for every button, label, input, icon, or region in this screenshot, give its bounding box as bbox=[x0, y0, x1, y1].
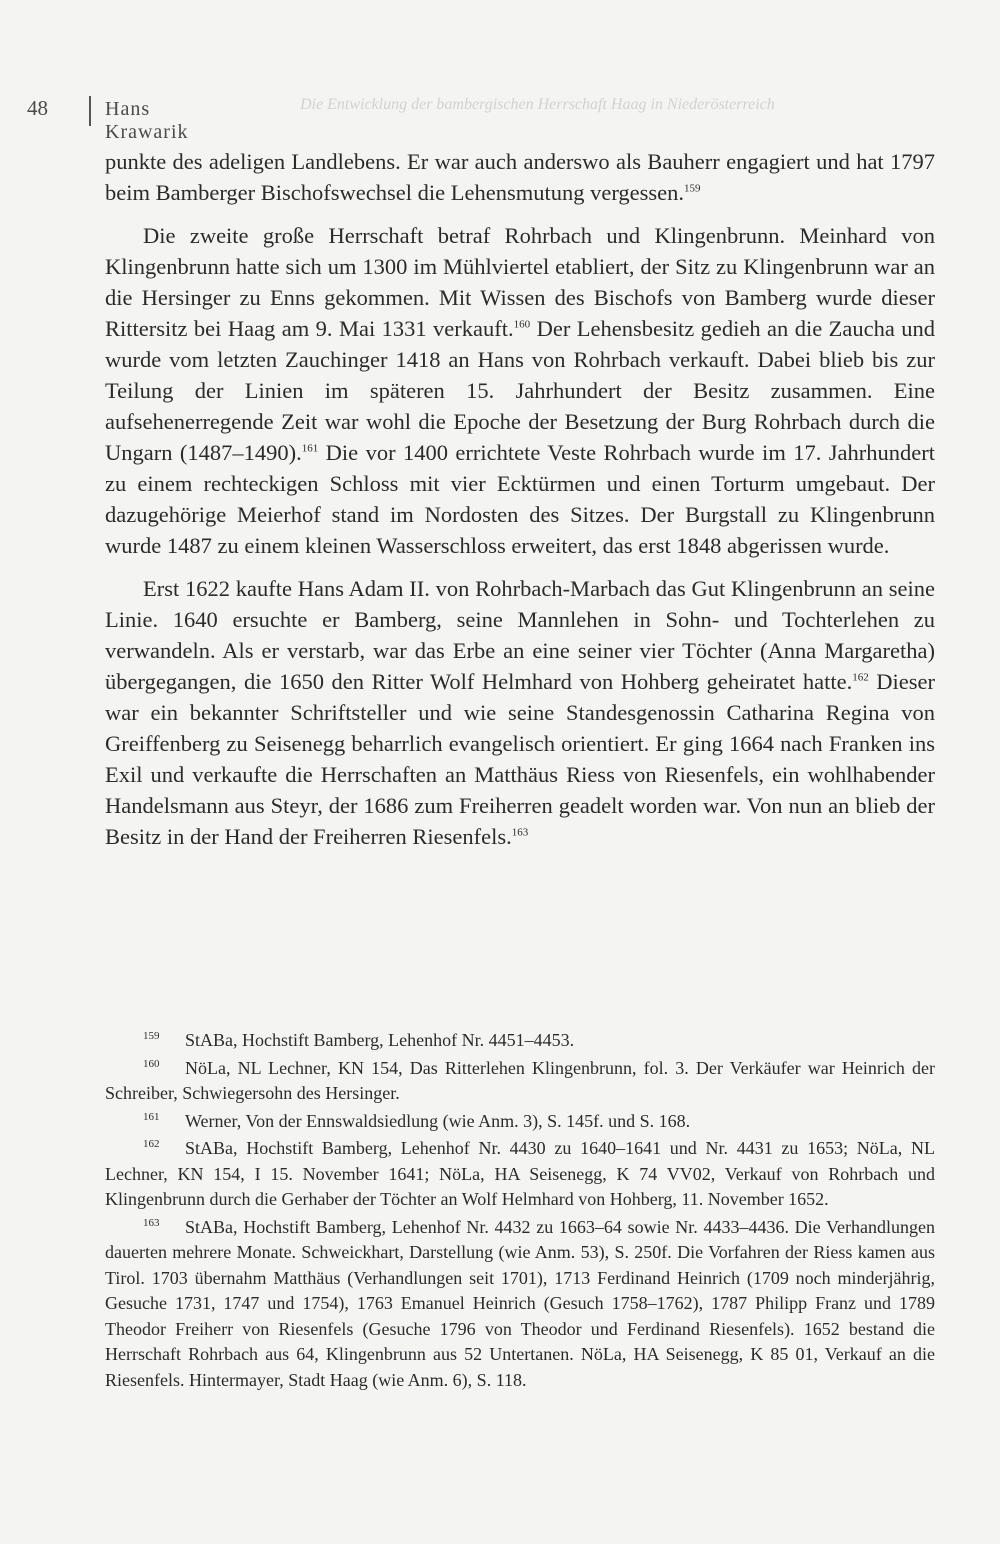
main-text bbox=[105, 146, 935, 864]
paragraph-text: Der Lehensbesitz gedieh an die Zaucha und wurde vom letzten Zauchinger 1418 an Hans von Rohrbach verkauft. Dabei blieb bis zur Teilung der Linien im späteren 15. Jahrhundert der Besitz zusammen. Eine aufsehenerregende Zeit war wohl die Epoche der Besetzung der Burg Rohrbach durch die Ungarn (1487–1490). bbox=[105, 316, 935, 465]
footnote-text: StABa, Hochstift Bamberg, Lehenhof Nr. 4430 zu 1640–1641 und Nr. 4431 zu 1653; NöLa, NL Lechner, KN 154, I 15. November 1641; NöLa, HA Seisenegg, K 74 VV02, Verkauf von Rohrbach und Klingenbrunn durch die Gerhaber der Töchter an Wolf Helmhard von Hohberg, 11. November 1652. bbox=[105, 1138, 935, 1209]
paragraph bbox=[105, 220, 935, 561]
footnote-ref[interactable]: 161 bbox=[301, 442, 319, 455]
header-divider bbox=[89, 96, 91, 126]
footnote-ref[interactable]: 160 bbox=[513, 318, 531, 331]
footnote-text: StABa, Hochstift Bamberg, Lehenhof Nr. 4432 zu 1663–64 sowie Nr. 4433–4436. Die Verhandlungen dauerten mehrere Monate. Schweickhart, Darstellung (wie Anm. 53), S. 250f. Die Vorfahren der Riess kamen aus Tirol. 1703 übernahm Matthäus (Verhandlungen seit 1701), 1713 Ferdinand Heinrich (1709 noch minderjährig, Gesuche 1731, 1747 und 1754), 1763 Emanuel Heinrich (Gesuch 1758–1762), 1787 Philipp Franz und 1789 Theodor Freiherr von Riesenfels (Gesuche 1796 von Theodor und Ferdinand Riesenfels). 1652 bestand die Herrschaft Rohrbach aus 64, Klingenbrunn aus 52 Untertanen. NöLa, HA Seisenegg, K 85 01, Verkauf an die Riesenfels. Hintermayer, Stadt Haag (wie Anm. 6), S. 118. bbox=[105, 1216, 935, 1390]
author-name: Hans Krawarik bbox=[105, 98, 189, 143]
paragraph-text: Erst 1622 kaufte Hans Adam II. von Rohrbach-Marbach das Gut Klingenbrunn an seine Linie. 1640 ersuchte er Bamberg, seine Mannlehen in Sohn- und Tochterlehen zu verwandeln. Als er verstarb, war das Erbe an eine seiner vier Töchter (Anna Margaretha) übergegangen, die 1650 den Ritter Wolf Helmhard von Hohberg geheiratet hatte. bbox=[105, 576, 935, 694]
footnotes bbox=[105, 1028, 935, 1395]
footnote-text: StABa, Hochstift Bamberg, Lehenhof Nr. 4451–4453. bbox=[185, 1030, 575, 1050]
footnote-text: NöLa, NL Lechner, KN 154, Das Ritterlehen Klingenbrunn, fol. 3. Der Verkäufer war Heinrich der Schreiber, Schwiegersohn des Hersinger. bbox=[105, 1057, 935, 1103]
footnote-ref[interactable]: 162 bbox=[852, 671, 869, 684]
paragraph bbox=[105, 573, 935, 852]
footnote: 160 NöLa, NL Lechner, KN 154, Das Ritterlehen Klingenbrunn, fol. 3. Der Verkäufer war Heinrich der Schreiber, Schwiegersohn des Hersinger. bbox=[105, 1057, 935, 1103]
footnote: 161 Werner, Von der Ennswaldsiedlung (wie Anm. 3), S. 145f. und S. 168. bbox=[143, 1110, 691, 1131]
paragraph-text: Dieser war ein bekannter Schriftsteller und wie seine Standesgenossin Catharina Regina von Greiffenberg zu Seisenegg beharrlich evangelisch orientiert. Er ging 1664 nach Franken ins Exil und verkaufte die Herrschaften an Matthäus Riess von Riesenfels, ein wohlhabender Handelsmann aus Steyr, der 1686 zum Freiherren geadelt worden war. Von nun an blieb der Besitz in der Hand der Freiherren Riesenfels. bbox=[105, 669, 935, 849]
footnote-ref[interactable]: 163 bbox=[511, 826, 529, 839]
footnote: 162 StABa, Hochstift Bamberg, Lehenhof Nr. 4430 zu 1640–1641 und Nr. 4431 zu 1653; NöLa, NL Lechner, KN 154, I 15. November 1641; NöLa, HA Seisenegg, K 74 VV02, Verkauf von Rohrbach und Klingenbrunn durch die Gerhaber der Töchter an Wolf Helmhard von Hohberg, 11. November 1652. bbox=[105, 1138, 935, 1209]
paragraph-text: Die vor 1400 errichtete Veste Rohrbach wurde im 17. Jahrhundert zu einem rechteckigen Schloss mit vier Ecktürmen und einen Torturm umgebaut. Der dazugehörige Meierhof stand im Nordosten des Sitzes. Der Burgstall zu Klingenbrunn wurde 1487 zu einem kleinen Wasserschloss erweitert, das erst 1848 abgerissen wurde. bbox=[105, 440, 935, 558]
paragraph-text: punkte des adeligen Landlebens. Er war auch anderswo als Bauherr engagiert und hat 1797 beim Bamberger Bischofswechsel die Lehensmutung vergessen. bbox=[105, 149, 935, 205]
page-number: 48 bbox=[27, 96, 48, 120]
footnote: 159 StABa, Hochstift Bamberg, Lehenhof Nr. 4451–4453. bbox=[143, 1030, 575, 1050]
paragraph-text: Die zweite große Herrschaft betraf Rohrbach und Klingenbrunn. Meinhard von Klingenbrunn hatte sich um 1300 im Mühlviertel etabliert, der Sitz zu Klingenbrunn war an die Hersinger zu Enns gekommen. Mit Wissen des Bischofs von Bamberg wurde dieser Rittersitz bei Haag am 9. Mai 1331 verkauft. bbox=[105, 223, 935, 341]
footnote-text: Werner, Von der Ennswaldsiedlung (wie Anm. 3), S. 145f. und S. 168. bbox=[185, 1110, 691, 1131]
footnote: 163 StABa, Hochstift Bamberg, Lehenhof Nr. 4432 zu 1663–64 sowie Nr. 4433–4436. Die Verhandlungen dauerten mehrere Monate. Schweickhart, Darstellung (wie Anm. 53), S. 250f. Die Vorfahren der Riess kamen aus Tirol. 1703 übernahm Matthäus (Verhandlungen seit 1701), 1713 Ferdinand Heinrich (1709 noch minderjährig, Gesuche 1731, 1747 und 1754), 1763 Emanuel Heinrich (Gesuch 1758–1762), 1787 Philipp Franz und 1789 Theodor Freiherr von Riesenfels (Gesuche 1796 von Theodor und Ferdinand Riesenfels). 1652 bestand die Herrschaft Rohrbach aus 64, Klingenbrunn aus 52 Untertanen. NöLa, HA Seisenegg, K 85 01, Verkauf an die Riesenfels. Hintermayer, Stadt Haag (wie Anm. 6), S. 118. bbox=[105, 1216, 935, 1390]
bleed-through-text: Die Entwicklung der bambergischen Herrschaft Haag in Niederösterreich bbox=[300, 96, 775, 113]
paragraph bbox=[105, 146, 935, 208]
footnote-ref[interactable]: 159 bbox=[684, 182, 701, 195]
